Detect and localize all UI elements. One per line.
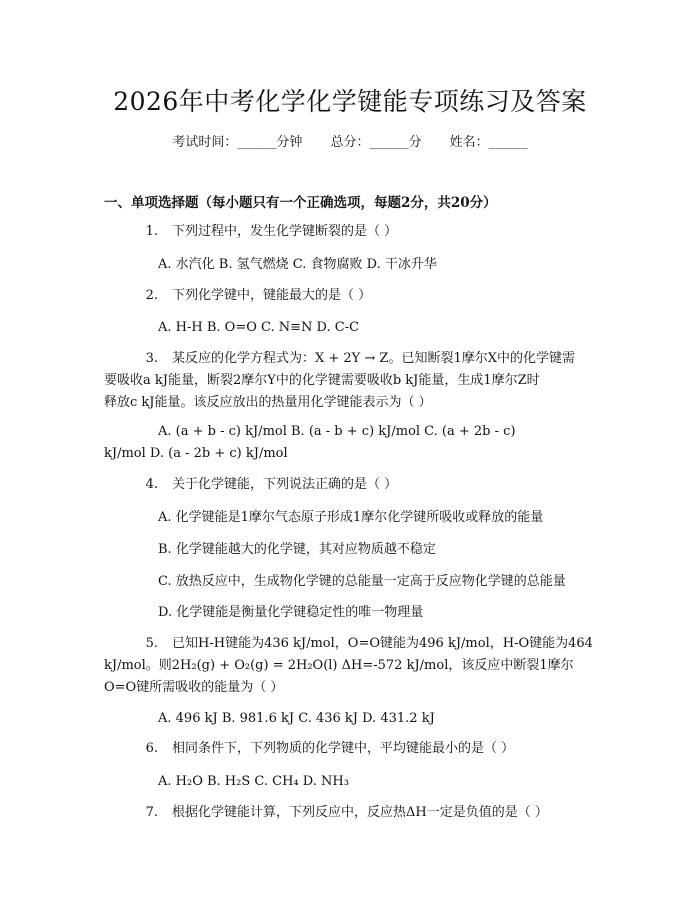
question-stem: 根据化学键能计算，下列反应中，反应热ΔH一定是负值的是（ ） [172,805,548,820]
question-4-option-b: B. 化学键能越大的化学键，其对应物质越不稳定 [158,542,436,557]
question-stem: 关于化学键能，下列说法正确的是（ ） [172,477,398,492]
question-1-options: A. 水汽化 B. 氢气燃烧 C. 食物腐败 D. 干冰升华 [158,257,437,272]
question-5-line-3: O=O键所需吸收的能量为（ ） [104,680,284,695]
question-4-option-a: A. 化学键能是1摩尔气态原子形成1摩尔化学键所吸收或释放的能量 [158,510,544,525]
question-1 [104,221,598,243]
question-6 [104,738,598,760]
question-stem: 相同条件下，下列物质的化学键中，平均键能最小的是（ ） [172,741,515,756]
question-3-options-line-1: A. (a + b - c) kJ/mol B. (a - b + c) kJ/mol C. (a + 2b - c) [158,424,516,439]
question-5-options: A. 496 kJ B. 981.6 kJ C. 436 kJ D. 431.2 kJ [158,711,435,726]
question-5-line-2: kJ/mol。则2H₂(g) + O₂(g) = 2H₂O(l) ΔH=-572 kJ/mol，该反应中断裂1摩尔 [104,658,574,673]
question-number: 2. [145,288,158,303]
question-4 [104,474,598,496]
question-4-option-d: D. 化学键能是衡量化学键稳定性的唯一物理量 [158,605,424,620]
question-stem: 某反应的化学方程式为：X + 2Y → Z。已知断裂1摩尔X中的化学键需 [172,351,575,366]
question-number: 5. [145,636,158,651]
question-stem: 下列化学键中，键能最大的是（ ） [172,288,372,303]
exam-score: 总分：______分 [330,135,422,150]
question-stem: 下列过程中，发生化学键断裂的是（ ） [172,224,398,239]
question-number: 3. [145,351,158,366]
question-3 [104,348,598,414]
question-number: 4. [145,477,158,492]
exam-meta [0,131,700,150]
question-3-options-line-2: kJ/mol D. (a - 2b + c) kJ/mol [104,446,288,461]
question-3-line-3: 释放c kJ能量。该反应放出的热量用化学键能表示为（ ） [104,395,432,410]
question-2-options: A. H-H B. O=O C. N≡N D. C-C [158,320,360,335]
section-heading: 一、单项选择题（每小题只有一个正确选项，每题2分，共20分） [104,195,497,211]
question-2 [104,285,598,307]
question-5-line-1 [104,633,598,655]
question-6-options: A. H₂O B. H₂S C. CH₄ D. NH₃ [158,774,349,789]
question-stem: 已知H-H键能为436 kJ/mol，O=O键能为496 kJ/mol，H-O键能为464 [172,636,593,651]
student-name: 姓名：______ [449,135,528,150]
question-4-option-c: C. 放热反应中，生成物化学键的总能量一定高于反应物化学键的总能量 [158,574,566,589]
question-5 [104,633,598,699]
page-title: 2026年中考化学化学键能专项练习及答案 [113,87,587,116]
question-number: 1. [145,224,158,239]
question-7 [104,802,598,824]
exam-time: 考试时间：______分钟 [172,135,303,150]
question-number: 6. [145,741,158,756]
question-number: 7. [145,805,158,820]
question-3-line-2: 要吸收a kJ能量，断裂2摩尔Y中的化学键需要吸收b kJ能量，生成1摩尔Z时 [104,373,540,388]
question-3-options [104,421,598,465]
question-3-line-1 [104,348,598,370]
